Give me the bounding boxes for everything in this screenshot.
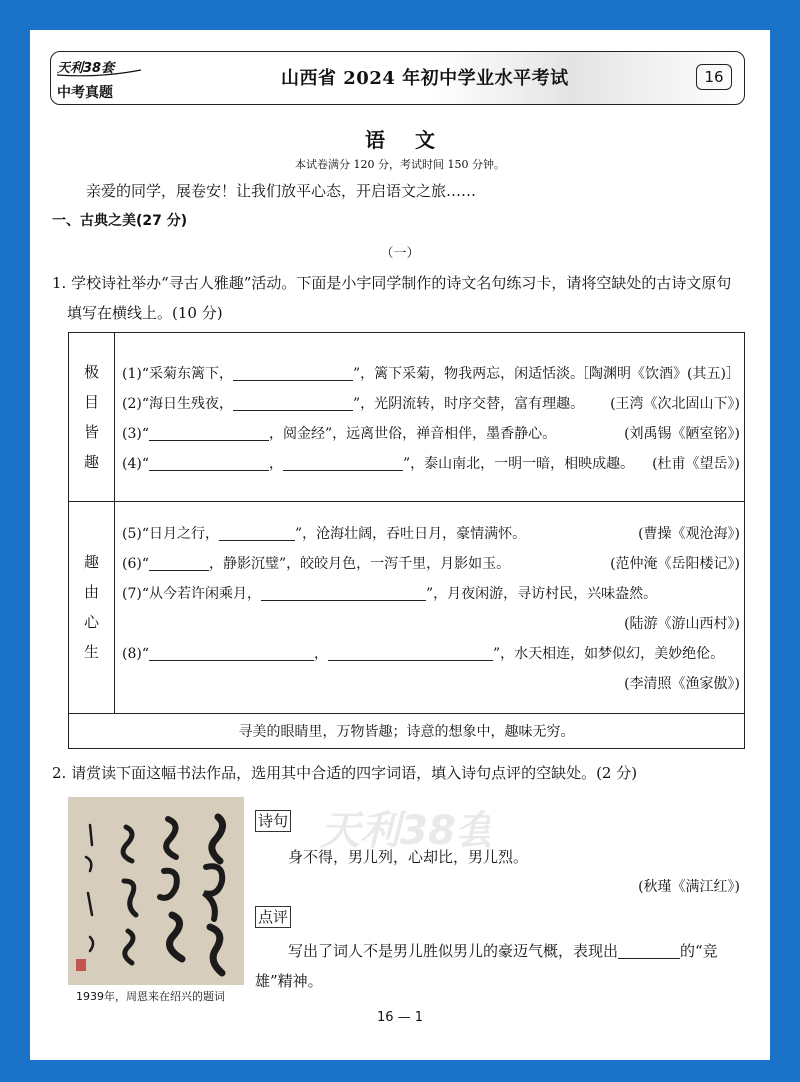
answer-blank[interactable]	[261, 584, 426, 601]
section-title: 一、古典之美(27 分)	[52, 213, 188, 229]
part-label: （一）	[380, 246, 420, 261]
group2-label: 趣 由 心 生	[83, 553, 99, 661]
table-row: (4)“ ， ”，泰山南北，一明一暗，相映成趣。 (杜甫《望岳》)	[122, 456, 740, 472]
calligraphy-caption: 1939年，周恩来在绍兴的题词	[76, 990, 225, 1003]
poem-tag: 诗句	[255, 810, 291, 832]
subject-title: 语文	[365, 128, 465, 152]
question-1	[52, 268, 752, 328]
header-bar	[50, 51, 745, 105]
question-1-line2: 填写在横线上。(10 分)	[67, 304, 223, 322]
table-footer: 寻美的眼睛里，万物皆趣；诗意的想象中，趣味无穷。	[238, 724, 575, 740]
comment-text: 写出了词人不是男儿胜似男儿的豪迈气概，表现出 的“竞雄”精神。	[255, 942, 718, 990]
greeting: 亲爱的同学，展卷安！让我们放平心态，开启语文之旅……	[86, 182, 477, 200]
poem-practice-table	[68, 332, 745, 749]
answer-blank[interactable]	[219, 524, 295, 541]
exam-meta: 本试卷满分 120 分，考试时间 150 分钟。	[295, 158, 505, 171]
table-row: (7)“从今若许闲乘月， ”，月夜闲游，寻访村民，兴味盎然。	[122, 586, 658, 602]
answer-blank[interactable]	[149, 644, 314, 661]
answer-blank[interactable]	[149, 554, 209, 571]
question-1-line1: 1. 学校诗社举办“寻古人雅趣”活动。下面是小宇同学制作的诗文名句练习卡，请将空缺处的古诗文原句	[52, 274, 732, 292]
table-row: (陆游《游山西村》)	[624, 616, 740, 632]
answer-blank[interactable]	[233, 364, 353, 381]
exam-title: 山西省 2024 年初中学业水平考试	[281, 68, 569, 89]
svg-text:天利38套: 天利38套	[57, 61, 115, 76]
table-row: (6)“ ，静影沉璧”，皎皎月色，一泻千里，月影如玉。 (范仲淹《岳阳楼记》)	[122, 556, 740, 572]
table-row: (5)“日月之行， ”，沧海壮阔，吞吐日月，豪情满怀。 (曹操《观沧海》)	[122, 526, 740, 542]
table-row: (2)“海日生残夜， ”，光阴流转，时序交替，富有理趣。 (王湾《次北固山下》)	[122, 396, 740, 412]
comment-tag: 点评	[255, 906, 291, 928]
table-row: (李清照《渔家傲》)	[624, 676, 740, 692]
answer-blank[interactable]	[328, 644, 493, 661]
answer-blank[interactable]	[149, 454, 269, 471]
question-2: 2. 请赏读下面这幅书法作品，选用其中合适的四字词语，填入诗句点评的空缺处。(2 分)	[52, 764, 638, 782]
answer-blank[interactable]	[233, 394, 353, 411]
svg-text:天利38套: 天利38套	[320, 808, 490, 854]
exam-page	[30, 30, 770, 1060]
page-number-badge: 16	[696, 64, 732, 90]
table-row: (1)“采菊东篱下， ”，篱下采菊，物我两忘，闲适恬淡。 ［陶渊明《饮酒》(其五)］	[122, 366, 740, 382]
table-row: (8)“ ， ”，水天相连，如梦似幻，美妙绝伦。	[122, 646, 725, 662]
series-label: 中考真题	[57, 85, 113, 101]
group1-label: 极 目 皆 趣	[83, 363, 99, 471]
answer-blank[interactable]	[149, 424, 269, 441]
poem-source: (秋瑾《满江红》)	[638, 879, 740, 895]
calligraphy-image	[68, 797, 244, 985]
page-footer: 16 — 1	[376, 1010, 424, 1025]
poem-text: 身不得，男儿列，心却比，男儿烈。	[288, 848, 529, 866]
table-row: (3)“ ，阅金经”，远离世俗，禅音相伴，墨香静心。 (刘禹锡《陋室铭》)	[122, 426, 740, 442]
answer-blank[interactable]	[618, 942, 680, 959]
answer-blank[interactable]	[283, 454, 403, 471]
brand-logo	[55, 56, 145, 78]
